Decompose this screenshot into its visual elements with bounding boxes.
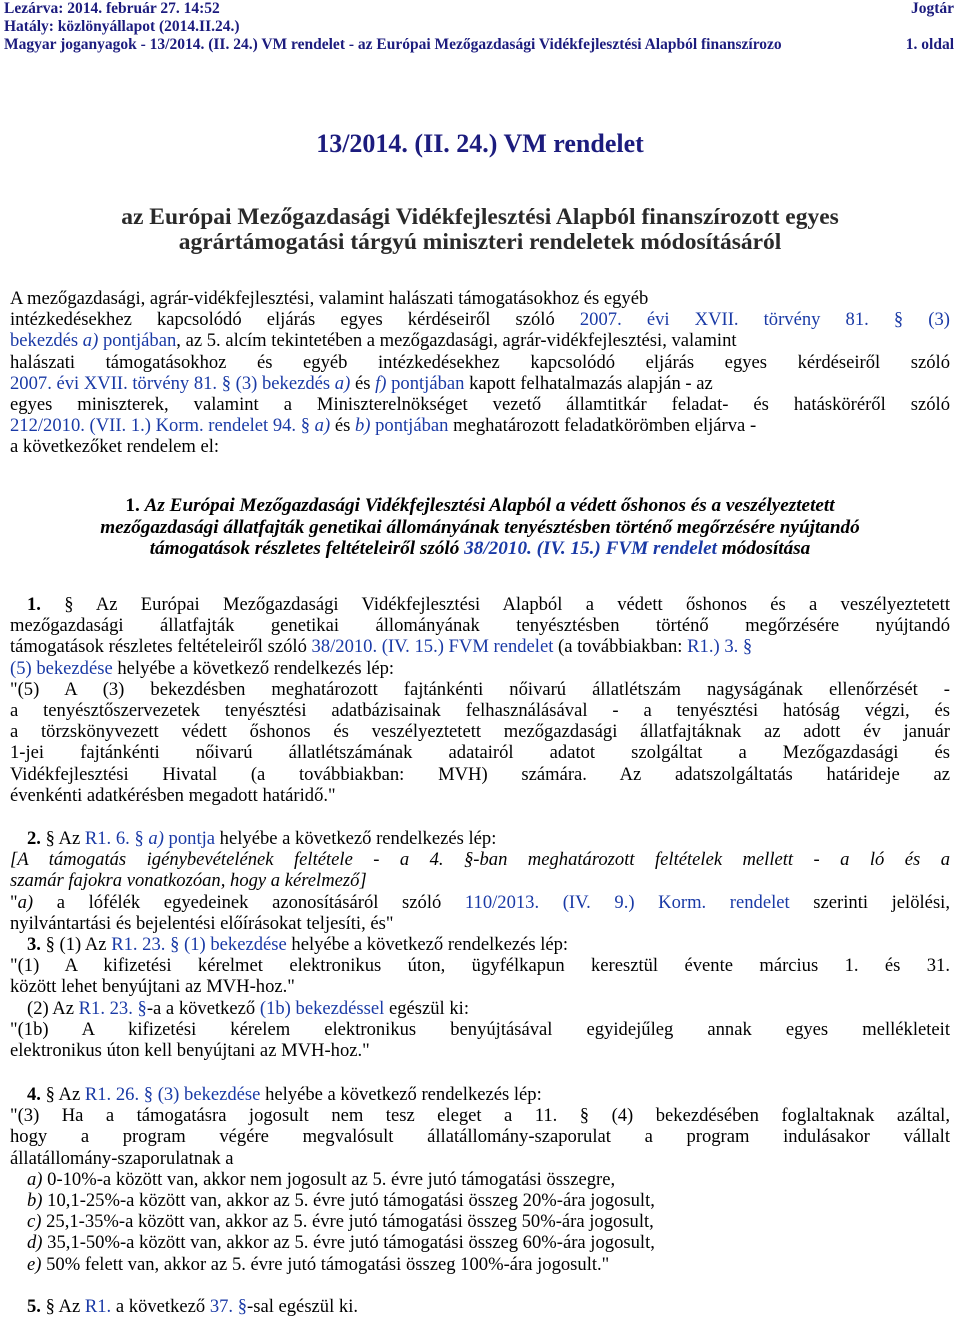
header-line-1 — [4, 0, 954, 18]
preamble-line: A mezőgazdasági, agrár-vidékfejlesztési, valamint halászati támogatásokhoz és egyéb — [10, 288, 649, 309]
list-item: b) 10,1-25%-a között van, akkor az 5. évre jutó támogatási összeg 20%-ára jogosult, — [27, 1190, 655, 1212]
preamble-line: 2007. évi XVII. törvény 81. § (3) bekezdés a) és f) pontjában kapott felhatalmazás alapján - az — [10, 372, 713, 394]
paragraph-number: 4. — [27, 1084, 41, 1105]
doc-path: Magyar joganyagok - 13/2014. (II. 24.) VM rendelet - az Európai Mezőgazdasági Vidékfejlesztési Alapból finanszírozo — [4, 36, 782, 53]
header-line-3 — [4, 36, 954, 54]
preamble — [10, 288, 950, 458]
r1-link[interactable]: R1. 23. § — [78, 997, 147, 1019]
paragraph-5: 5. § Az R1. a következő 37. §-sal egészül ki. — [10, 1296, 950, 1317]
preamble-line: egyes miniszterek, valamint a Miniszterelnökséget vezető államtitkár feladat- és hatásköréről szóló — [10, 394, 950, 416]
list-item: e) 50% felett van, akkor az 5. évre jutó támogatási összeg 100%-ára jogosult." — [27, 1253, 610, 1275]
preamble-line: halászati támogatásokhoz és egyéb intézkedésekhez kapcsolódó eljárás egyes kérdéseiről szóló — [10, 351, 950, 373]
page-title: 13/2014. (II. 24.) VM rendelet — [316, 129, 644, 158]
header-line-2 — [4, 18, 954, 36]
paragraph-1: 1. § Az Európai Mezőgazdasági Vidékfejlesztési Alapból a védett őshonos és a veszélyeztetett mezőgazdasági állatfajták genetikai állományának tenyésztésben történő megőrzésére nyújtandó támogatások részletes feltételeiről szóló 38/2010. (IV. 15.) FVM rendelet (a továbbiakban: R1.) 3. § (5) bekezdése helyébe a következő rendelkezés lép: "(5) A (3) bekezdésben meghatározott fajtánkénti nőivarú állatlétszám nagyságának ellenőrzését - a tenyésztőszervezetek tenyésztési adatbázisainak felhasználásával - a tenyésztési hatóság végzi, és a törzskönyvezett védett őshonos és veszélyeztetett mezőgazdasági állatfajtáknak az adott év január 1-jei fajtánkénti nőivarú állatlétszámának adatairól adatot szolgáltat a Mezőgazdasági és Vidékfejlesztési Hivatal (a továbbiakban: MVH) számára. Az adatszolgáltatás határideje az évenkénti adatkérésben megadott határidő." — [10, 594, 950, 806]
r1-link[interactable]: R1.) 3. § — [687, 636, 753, 658]
preamble-line: bekezdés a) pontjában, az 5. alcím tekintetében a mezőgazdasági, agrár-vidékfejlesztési, valamint — [10, 330, 737, 352]
paragraph-number: 3. — [27, 934, 41, 955]
list-item: c) 25,1-35%-a között van, akkor az 5. évre jutó támogatási összeg 50%-ára jogosult, — [27, 1211, 654, 1233]
r1-link[interactable]: R1. 6. § — [84, 828, 149, 849]
paragraph-2: 2. § Az R1. 6. § a) pontja helyébe a következő rendelkezés lép: [A támogatás igénybevételének feltétele - a 4. §-ban meghatározott feltételek mellett - a ló és a szamár fajokra vonatkozóan, hogy a kérelmező] "a) a lófélék egyedeinek azonosításáról szóló 110/2013. (IV. 9.) Korm. rendelet szerinti jelölési, nyilvántartási és bejelentési előírásokat teljesíti, és" — [10, 828, 950, 934]
section-number: 1. — [125, 495, 145, 516]
law-link[interactable]: 2007. évi XVII. törvény 81. § (3) — [579, 309, 950, 331]
decree-link[interactable]: 38/2010. (IV. 15.) FVM rendelet — [311, 636, 554, 658]
paragraph-number: 2. — [27, 828, 41, 849]
law-link[interactable]: bekezdés — [10, 330, 83, 352]
page-number: 1. oldal — [905, 36, 954, 53]
paragraph-number: 5. — [27, 1296, 41, 1317]
decree-link[interactable]: 38/2010. (IV. 15.) FVM rendelet — [464, 538, 717, 559]
list-item: a) 0-10%-a között van, akkor nem jogosult az 5. évre jutó támogatási összegre, — [27, 1168, 616, 1190]
list-item: d) 35,1-50%-a között van, akkor az 5. évre jutó támogatási összeg 60%-ára jogosult, — [27, 1232, 655, 1254]
r1-link[interactable]: R1. 23. § (1) bekezdése — [111, 934, 287, 955]
r1-link[interactable]: R1. 26. § (3) bekezdése — [84, 1084, 261, 1105]
lock-date: Lezárva: 2014. február 27. 14:52 — [4, 0, 220, 17]
preamble-line: a következőket rendelem el: — [10, 436, 220, 458]
section-link[interactable]: 37. § — [209, 1296, 248, 1317]
decree-link[interactable]: 110/2013. (IV. 9.) Korm. rendelet — [464, 891, 790, 913]
preamble-line: 212/2010. (VII. 1.) Korm. rendelet 94. § a) és b) pontjában meghatározott feladatkörömben eljárva - — [10, 415, 757, 437]
effect-status: Hatály: közlönyállapot (2014.II.24.) — [4, 18, 240, 35]
law-link[interactable]: 212/2010. (VII. 1.) Korm. rendelet 94. § — [10, 415, 315, 437]
paragraph-number: 1. — [27, 594, 41, 615]
brand-label: Jogtár — [910, 0, 954, 17]
subtitle-line-1: az Európai Mezőgazdasági Vidékfejlesztési Alapból finanszírozott egyes — [121, 204, 839, 230]
paragraph-3: 3. § (1) Az R1. 23. § (1) bekezdése helyébe a következő rendelkezés lép: "(1) A kifizetési kérelmet elektronikus úton, ügyfélkapun keresztül évente március 1. és 31. között lehet benyújtani az MVH-hoz." (2) Az R1. 23. §-a a következő (1b) bekezdéssel egészül ki: "(1b) A kifizetési kérelem elektronikus benyújtásával egyidejűleg annak egyes mellékleteit elektronikus úton kell benyújtani az MVH-hoz." — [10, 934, 950, 1062]
preamble-line: intézkedésekhez kapcsolódó eljárás egyes kérdéseiről szóló 2007. évi XVII. törvény 81. § (3) — [10, 309, 950, 331]
subtitle — [10, 205, 950, 255]
section-heading: 1. Az Európai Mezőgazdasági Vidékfejlesztési Alapból a védett őshonos és a veszélyeztetett mezőgazdasági állatfajták genetikai állományának tenyésztésben történő megőrzésére nyújtandó támogatások részletes feltételeiről szóló 38/2010. (IV. 15.) FVM rendelet módosítása — [100, 495, 860, 559]
subsection-link[interactable]: (1b) bekezdéssel — [259, 997, 385, 1019]
subtitle-line-2: agrártámogatási tárgyú miniszteri rendeletek módosításáról — [178, 229, 782, 255]
subsection-link[interactable]: (5) bekezdése — [10, 657, 113, 679]
law-link[interactable]: 2007. évi XVII. törvény 81. § (3) bekezdés — [10, 372, 335, 394]
paragraph-4: 4. § Az R1. 26. § (3) bekezdése helyébe a következő rendelkezés lép: "(3) Ha a támogatásra jogosult nem tesz eleget a 11. § (4) bekezdésében foglaltaknak azáltal, hogy a program végére megvalósult állatállomány-szaporulat a program indulásakor vállalt állatállomány-szaporulatnak a a) 0-10%-a között van, akkor nem jogosult az 5. évre jutó támogatási összegre, b) 10,1-25%-a között van, akkor az 5. évre jutó támogatási összeg 20%-ára jogosult, c) 25,1-35%-a között van, akkor az 5. évre jutó támogatási összeg 50%-ára jogosult, d) 35,1-50%-a között van, akkor az 5. évre jutó támogatási összeg 60%-ára jogosult, e) 50% felett van, akkor az 5. évre jutó támogatási összeg 100%-ára jogosult." — [10, 1084, 950, 1275]
r1-link[interactable]: R1. — [84, 1296, 112, 1317]
